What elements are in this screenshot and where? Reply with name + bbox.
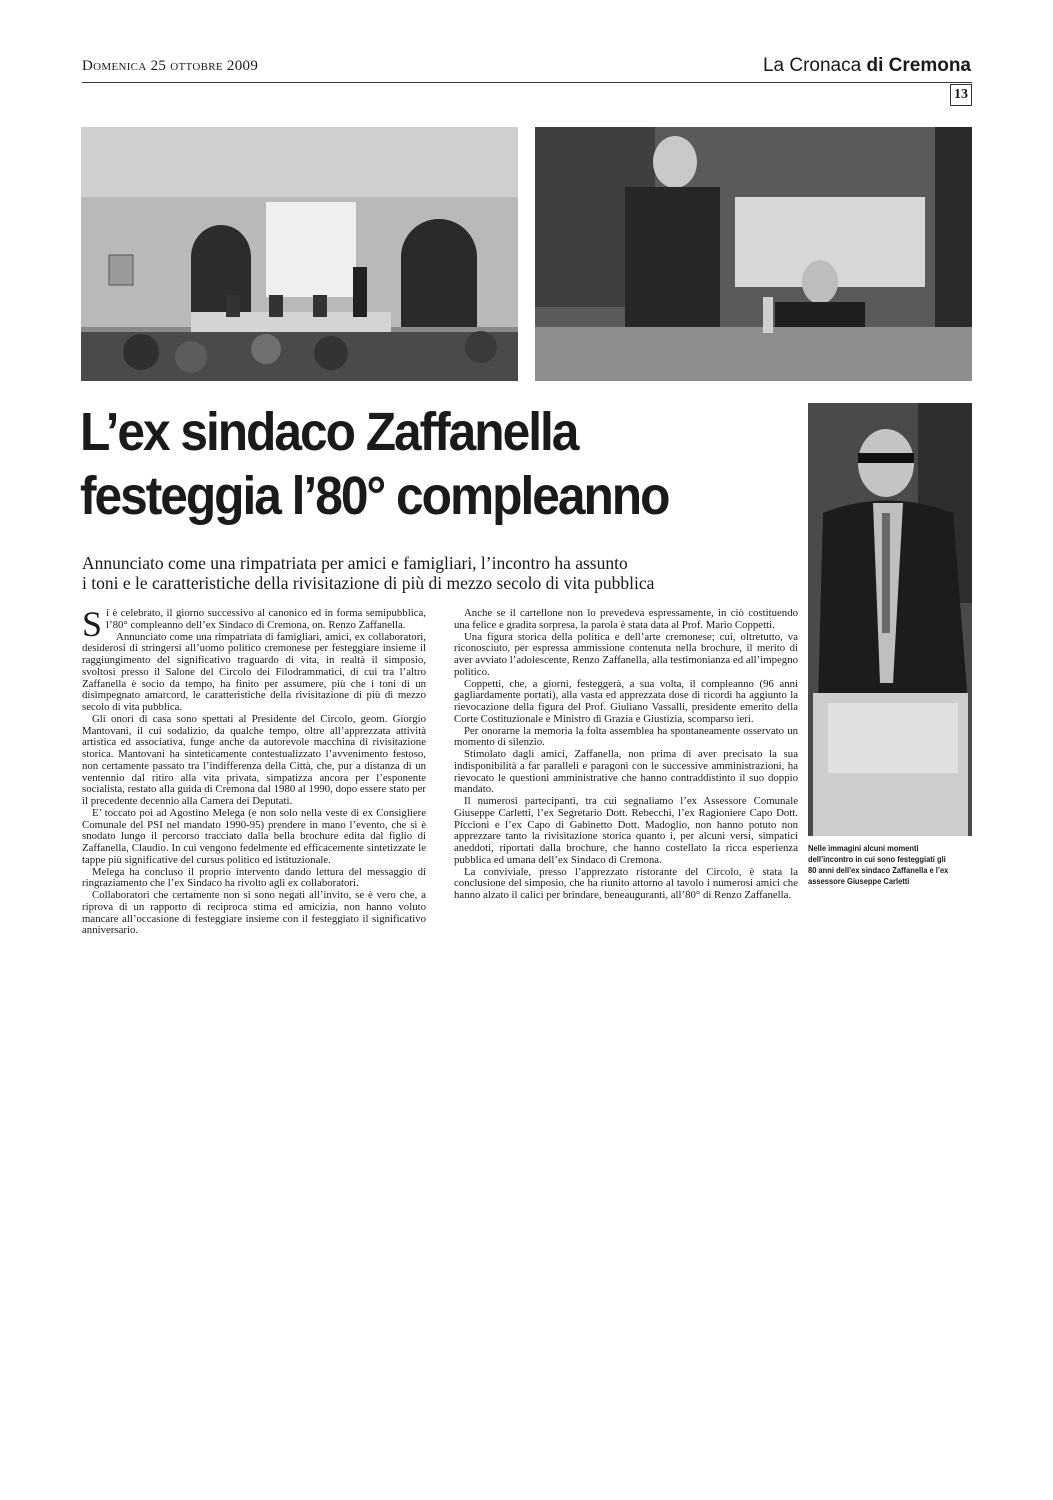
subheadline-line-1: Annunciato come una rimpatriata per amici e famigliari, l’incontro ha assunto — [82, 553, 628, 573]
masthead-part-2: di Cremona — [866, 55, 971, 76]
photo-speakers-table-image — [535, 127, 972, 381]
body-column-2 — [454, 608, 798, 902]
paragraph: Anche se il cartellone non lo prevedeva espressamente, in ciò costituendo una felice e gradita sorpresa, la parola è stata data al Prof. Mario Coppetti. — [454, 607, 798, 631]
paragraph: Il numerosi partecipanti, tra cui segnaliamo l’ex Assessore Comunale Giuseppe Carletti, l’ex Segretario Dott. Rebecchi, l’ex Ragioniere Capo Dott. Piccioni e l’ex Capo di Gabinetto Dott. Madoglio, non hanno potuto non apprezzare tanto la rivisitazione storica quanto i, per alcuni versi, simpatici aneddoti, riportati dalla brochure, che hanno costellato la ricca esperienza pubblica ed umana dell’ex Sindaco di Cremona. — [454, 795, 798, 866]
paragraph-text: i è celebrato, il giorno successivo al canonico ed in forma semipubblica, l’80° compleanno dell’ex Sindaco di Cremona, on. Renzo Zaffanella. — [106, 607, 426, 631]
photo-conference-room-image — [81, 127, 518, 381]
paragraph: Coppetti, che, a giorni, festeggerà, a sua volta, il compleanno (96 anni gagliardamente portati), alla vasta ed apprezzata dose di ricordi ha aggiunto la rievocazione della figura del Prof. Giuliano Vassalli, presidente emerito della Corte Costituzionale e Ministro di Grazia e Giustizia, scomparso ieri. — [454, 677, 798, 725]
subheadline — [82, 553, 802, 593]
paragraph: Melega ha concluso il proprio intervento dando lettura del messaggio di ringraziamento che l’ex Sindaco ha rivolto agli ex collaboratori. — [82, 865, 426, 890]
paragraph: E’ toccato poi ad Agostino Melega (e non solo nella veste di ex Consigliere Comunale del PSI nel mandato 1990-95) prendere in mano l’evento, che si è snodato lungo il percorso tracciato dalla bella brochure edita dal figlio di Zaffanella, Claudio. In cui vengono fedelmente ed efficacemente sintetizzate le tappe più significative del cursus politico ed istituzionale. — [82, 806, 426, 866]
masthead-part-1: La Cronaca — [762, 55, 867, 76]
photo-caption: Nelle immagini alcuni momenti dell’incontro in cui sono festeggiati gli 80 anni dell’ex sindaco Zaffanella e l’ex assessore Giuseppe Carletti — [808, 843, 949, 886]
paragraph: Stimolato dagli amici, Zaffanella, non prima di aver precisato la sua indisponibilità a far paralleli e paragoni con le successive amministrazioni, ha rievocato le questioni amministrative che hanno contraddistinto il suo doppio mandato. — [454, 748, 798, 796]
headline-line-2: festeggia l’80° compleanno — [80, 466, 669, 526]
photo-portrait-image — [808, 403, 972, 836]
photo-portrait-zaffanella — [808, 403, 972, 836]
page-number: 13 — [950, 84, 972, 106]
photo-conference-room — [81, 127, 518, 381]
paragraph — [82, 604, 426, 644]
issue-date: Domenica 25 ottobre 2009 — [82, 58, 259, 74]
paragraph: La conviviale, presso l’apprezzato ristorante del Circolo, è stata la conclusione del simposio, che ha riunito attorno al tavolo i numerosi amici che hanno alzato il calici per brindare, beneauguranti, all’80° di Renzo Zaffanella. — [454, 865, 798, 901]
headline — [80, 400, 742, 528]
photo-speakers-table — [535, 127, 972, 381]
paragraph: Collaboratori che certamente non si sono negati all’invito, se è vero che, a riprova di un rapporto di reciproca stima ed amicizia, non hanno voluto mancare all’occasione di festeggiare insieme con il festeggiato il significativo anniversario. — [82, 889, 426, 937]
headline-line-1: L’ex sindaco Zaffanella — [80, 402, 578, 462]
paragraph: Annunciato come una rimpatriata di famigliari, amici, ex collaboratori, desiderosi di stringersi all’uomo politico cremonese per festeggiare insieme il raggiungimento del significativo traguardo di vita, in realtà il simposio, svoltosi presso il Salone del Circolo dei Filodrammatici, di cui tra l’altro Zaffanella è socio da tempo, ha finito per assumere, più che i toni di un disimpegnato amarcord, le caratteristiche della rivisitazione di più di mezzo secolo di vita pubblica. — [82, 630, 426, 713]
paragraph: Gli onori di casa sono spettati al Presidente del Circolo, geom. Giorgio Mantovani, il cui sodalizio, da qualche tempo, oltre all’apprezzata attività artistica ed associativa, funge anche da autorevole macchina di rivisitazione storica. Mantovani ha sinteticamente contestualizzato l’avvenimento festoso, non certamente passato tra l’indifferenza della Città, che, pur a distanza di un ventennio dal ritiro alla vita privata, simpatizza ancora per l’esponente socialista, restato alla guida di Cremona dal 1980 al 1990, dopo essere stato per il precedente decennio alla Camera dei Deputati. — [82, 712, 426, 807]
newspaper-masthead — [763, 55, 971, 77]
drop-cap: S — [82, 604, 103, 644]
paragraph: Per onorarne la memoria la folta assemblea ha spontaneamente osservato un momento di silenzio. — [454, 724, 798, 749]
header-rule — [82, 82, 972, 83]
body-column-1 — [82, 604, 426, 937]
subheadline-line-2: i toni e le caratteristiche della rivisitazione di più di mezzo secolo di vita pubblica — [82, 573, 655, 593]
paragraph: Una figura storica della politica e dell’arte cremonese; cui, oltretutto, va riconosciuto, per espressa ammissione contenuta nella brochure, il merito di aver avviato l’adolescente, Renzo Zaffanella, alla testimonianza ed all’impegno politico. — [454, 630, 798, 678]
